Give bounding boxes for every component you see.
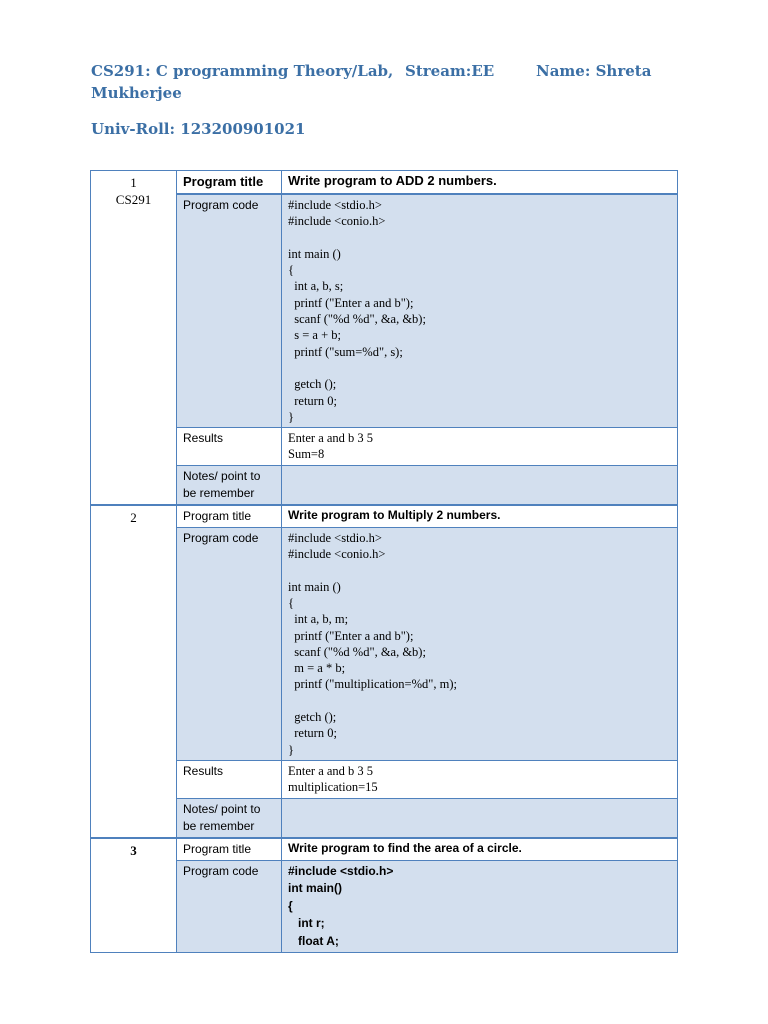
- program-1-title-row: [91, 171, 678, 195]
- program-2-code-row: [91, 527, 678, 760]
- program-code-cell: [282, 194, 678, 428]
- program-code: #include <stdio.h> #include <conio.h> int main () { int a, b, m; printf ("Enter a and b"); scanf ("%d %d", &a, &b); m = a * b; printf ("multiplication=%d", m); getch (); return 0; }: [288, 530, 457, 757]
- program-code-cell: [282, 860, 678, 953]
- document-header: [91, 58, 691, 138]
- results-text: Enter a and b 3 5 multiplication=15: [288, 763, 378, 795]
- course-code: CS291: [115, 192, 152, 207]
- results-text: Enter a and b 3 5 Sum=8: [288, 431, 374, 462]
- results-cell: [282, 760, 678, 798]
- notes-label: Notes/ point to be remember: [177, 465, 282, 505]
- program-number: 2: [130, 509, 137, 525]
- results-cell: [282, 428, 678, 466]
- program-1-number-cell: [91, 171, 177, 505]
- program-table: [90, 170, 678, 953]
- program-title-label: Program title: [177, 171, 282, 195]
- results-label: Results: [177, 760, 282, 798]
- program-number: 3: [130, 842, 137, 858]
- program-title-label: Program title: [177, 505, 282, 528]
- student-name-continued: Mukherjee: [91, 84, 182, 102]
- program-code-label: Program code: [177, 527, 282, 760]
- program-3-code-row: [91, 860, 678, 953]
- program-3-title-row: [91, 838, 678, 861]
- program-number: 1: [130, 175, 137, 190]
- program-title: Write program to Multiply 2 numbers.: [288, 507, 501, 522]
- program-1-results-row: [91, 428, 678, 466]
- program-1-code-row: [91, 194, 678, 428]
- program-2-results-row: [91, 760, 678, 798]
- program-title: Write program to find the area of a circle.: [288, 840, 522, 855]
- program-3-number-cell: [91, 838, 177, 953]
- program-code-cell: [282, 527, 678, 760]
- notes-cell: [282, 465, 678, 505]
- notes-label: Notes/ point to be remember: [177, 798, 282, 838]
- program-2-number-cell: [91, 505, 177, 838]
- program-code-label: Program code: [177, 860, 282, 953]
- results-label: Results: [177, 428, 282, 466]
- program-code-label: Program code: [177, 194, 282, 428]
- program-2-title-row: [91, 505, 678, 528]
- program-title: Write program to ADD 2 numbers.: [288, 173, 497, 188]
- student-name: Name: Shreta: [536, 62, 652, 80]
- program-title-label: Program title: [177, 838, 282, 861]
- program-code: #include <stdio.h> #include <conio.h> int main () { int a, b, s; printf ("Enter a and b"); scanf ("%d %d", &a, &b); s = a + b; printf ("sum=%d", s); getch (); return 0; }: [288, 198, 426, 424]
- course-title: CS291: C programming Theory/Lab,: [91, 62, 394, 80]
- program-title-cell: [282, 505, 678, 528]
- program-title-cell: [282, 171, 678, 195]
- program-1-notes-row: [91, 465, 678, 505]
- program-code: #include <stdio.h> int main() { int r; float A;: [288, 863, 394, 948]
- univ-roll: Univ-Roll: 123200901021: [91, 120, 306, 138]
- program-title-cell: [282, 838, 678, 861]
- notes-cell: [282, 798, 678, 838]
- stream-label: Stream:EE: [405, 62, 495, 80]
- program-2-notes-row: [91, 798, 678, 838]
